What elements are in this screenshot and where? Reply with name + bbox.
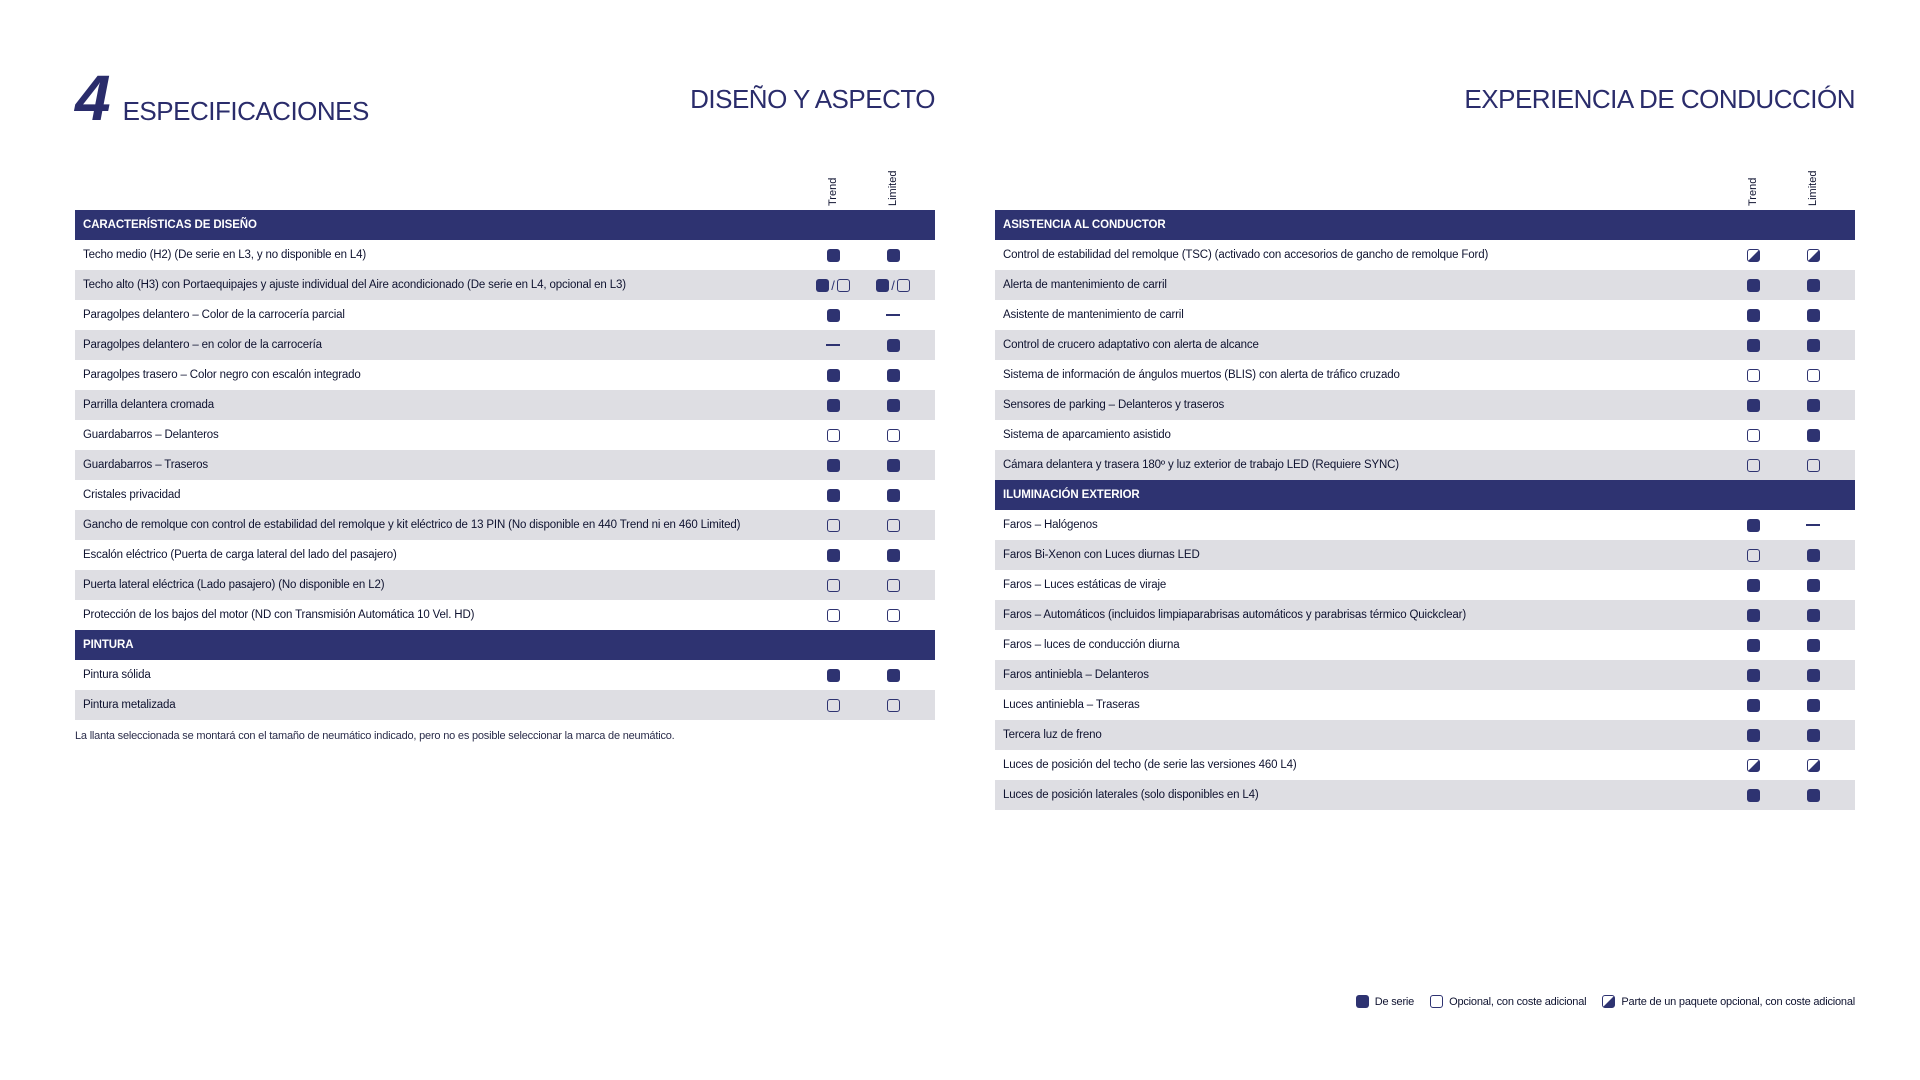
- legend-optional: Opcional, con coste adicional: [1430, 995, 1586, 1008]
- feature-label: Pintura sólida: [83, 669, 151, 681]
- optional-square-icon: [887, 579, 900, 592]
- standard-or-optional: /: [876, 278, 909, 293]
- table-row: [995, 390, 1855, 420]
- limited-cell: [873, 570, 913, 600]
- standard-square-icon: [1356, 995, 1369, 1008]
- section-header: ILUMINACIÓN EXTERIOR: [995, 480, 1855, 510]
- feature-label: Faros – Halógenos: [1003, 519, 1098, 531]
- chapter-number: 4: [75, 62, 109, 134]
- standard-square-icon: [887, 669, 900, 682]
- limited-cell: [1793, 360, 1833, 390]
- package-square-icon: [1602, 995, 1615, 1008]
- standard-square-icon: [827, 309, 840, 322]
- package-square-icon: [1807, 249, 1820, 262]
- limited-cell: [873, 600, 913, 630]
- limited-cell: [1793, 570, 1833, 600]
- not-available-dash-icon: [886, 314, 900, 316]
- limited-cell: [1793, 690, 1833, 720]
- trend-cell: [1733, 510, 1773, 540]
- table-row: [75, 600, 935, 630]
- limited-cell: [1793, 240, 1833, 270]
- trend-cell: [813, 330, 853, 360]
- limited-cell: [873, 510, 913, 540]
- table-row: [995, 630, 1855, 660]
- table-row: [995, 570, 1855, 600]
- standard-square-icon: [1747, 639, 1760, 652]
- limited-cell: [873, 390, 913, 420]
- table-row: [995, 300, 1855, 330]
- standard-square-icon: [887, 369, 900, 382]
- legend-standard: De serie: [1356, 995, 1414, 1008]
- trend-cell: [813, 360, 853, 390]
- limited-cell: [873, 690, 913, 720]
- design-spec-table: [75, 160, 935, 742]
- standard-square-icon: [876, 279, 889, 292]
- optional-square-icon: [827, 429, 840, 442]
- standard-square-icon: [887, 459, 900, 472]
- design-spec-body: [75, 210, 935, 720]
- trend-cell: [1733, 750, 1773, 780]
- right-page-title: EXPERIENCIA DE CONDUCCIÓN: [1464, 84, 1855, 114]
- feature-label: Pintura metalizada: [83, 699, 176, 711]
- limited-cell: [1793, 660, 1833, 690]
- table-row: [75, 540, 935, 570]
- feature-label: Tercera luz de freno: [1003, 729, 1102, 741]
- optional-square-icon: [1747, 549, 1760, 562]
- standard-square-icon: [887, 549, 900, 562]
- limited-cell: [1793, 420, 1833, 450]
- column-header-trend: Trend: [1747, 177, 1759, 206]
- standard-square-icon: [1747, 669, 1760, 682]
- feature-label: Faros – luces de conducción diurna: [1003, 639, 1180, 651]
- column-headers: [995, 160, 1855, 210]
- feature-label: Paragolpes delantero – Color de la carrocería parcial: [83, 309, 345, 321]
- section-header: ASISTENCIA AL CONDUCTOR: [995, 210, 1855, 240]
- limited-cell: [873, 360, 913, 390]
- standard-square-icon: [1747, 699, 1760, 712]
- trend-cell: [1733, 360, 1773, 390]
- trend-cell: [813, 480, 853, 510]
- limited-cell: [1793, 750, 1833, 780]
- column-header-limited: Limited: [1807, 170, 1819, 206]
- standard-square-icon: [1807, 699, 1820, 712]
- standard-square-icon: [1747, 609, 1760, 622]
- feature-label: Faros – Automáticos (incluidos limpiaparabrisas automáticos y parabrisas térmico Quickclear): [1003, 609, 1466, 621]
- table-row: [995, 330, 1855, 360]
- limited-cell: [1793, 510, 1833, 540]
- trend-cell: [813, 270, 853, 300]
- standard-square-icon: [887, 339, 900, 352]
- table-row: [75, 450, 935, 480]
- feature-label: Luces de posición laterales (solo disponibles en L4): [1003, 789, 1259, 801]
- standard-square-icon: [1807, 399, 1820, 412]
- trend-cell: [813, 510, 853, 540]
- limited-cell: [1793, 270, 1833, 300]
- section-header: CARACTERÍSTICAS DE DISEÑO: [75, 210, 935, 240]
- feature-label: Techo alto (H3) con Portaequipajes y ajuste individual del Aire acondicionado (De serie en L4, opcional en L3): [83, 279, 626, 291]
- column-header-limited: Limited: [887, 170, 899, 206]
- trend-cell: [1733, 660, 1773, 690]
- table-row: [75, 240, 935, 270]
- standard-square-icon: [1747, 519, 1760, 532]
- standard-square-icon: [1807, 609, 1820, 622]
- trend-cell: [1733, 690, 1773, 720]
- standard-square-icon: [1807, 669, 1820, 682]
- feature-label: Control de crucero adaptativo con alerta de alcance: [1003, 339, 1259, 351]
- trend-cell: [1733, 570, 1773, 600]
- feature-label: Escalón eléctrico (Puerta de carga lateral del lado del pasajero): [83, 549, 397, 561]
- limited-cell: [1793, 630, 1833, 660]
- limited-cell: [1793, 540, 1833, 570]
- feature-label: Paragolpes trasero – Color negro con escalón integrado: [83, 369, 361, 381]
- standard-square-icon: [827, 489, 840, 502]
- feature-label: Sistema de aparcamiento asistido: [1003, 429, 1171, 441]
- standard-square-icon: [1747, 279, 1760, 292]
- standard-square-icon: [1807, 639, 1820, 652]
- feature-label: Luces antiniebla – Traseras: [1003, 699, 1140, 711]
- feature-label: Gancho de remolque con control de estabilidad del remolque y kit eléctrico de 13 PIN (No disponible en 440 Trend ni en 460 Limited): [83, 519, 741, 531]
- table-row: [995, 360, 1855, 390]
- chapter-header: [75, 62, 369, 134]
- table-row: [995, 600, 1855, 630]
- optional-square-icon: [827, 579, 840, 592]
- trend-cell: [813, 660, 853, 690]
- trend-cell: [813, 600, 853, 630]
- package-square-icon: [1747, 759, 1760, 772]
- standard-square-icon: [816, 279, 829, 292]
- standard-square-icon: [827, 399, 840, 412]
- table-row: [995, 540, 1855, 570]
- section-header: PINTURA: [75, 630, 935, 660]
- optional-square-icon: [1430, 995, 1443, 1008]
- trend-cell: [1733, 420, 1773, 450]
- table-row: [75, 690, 935, 720]
- feature-label: Faros antiniebla – Delanteros: [1003, 669, 1149, 681]
- standard-square-icon: [1807, 579, 1820, 592]
- table-row: [995, 240, 1855, 270]
- table-row: [75, 300, 935, 330]
- trend-cell: [813, 690, 853, 720]
- optional-square-icon: [837, 279, 850, 292]
- driving-spec-table: [995, 160, 1855, 810]
- optional-square-icon: [887, 519, 900, 532]
- limited-cell: [1793, 450, 1833, 480]
- package-square-icon: [1747, 249, 1760, 262]
- standard-square-icon: [827, 249, 840, 262]
- standard-square-icon: [1747, 729, 1760, 742]
- standard-square-icon: [827, 459, 840, 472]
- trend-cell: [1733, 780, 1773, 810]
- not-available-dash-icon: [826, 344, 840, 346]
- legend-package: Parte de un paquete opcional, con coste adicional: [1602, 995, 1855, 1008]
- limited-cell: [1793, 330, 1833, 360]
- standard-square-icon: [1747, 399, 1760, 412]
- table-row: [995, 720, 1855, 750]
- limited-cell: [873, 480, 913, 510]
- footnote: La llanta seleccionada se montará con el tamaño de neumático indicado, pero no es posible seleccionar la marca de neumático.: [75, 730, 675, 742]
- standard-square-icon: [827, 549, 840, 562]
- trend-cell: [1733, 630, 1773, 660]
- feature-label: Cámara delantera y trasera 180º y luz exterior de trabajo LED (Requiere SYNC): [1003, 459, 1399, 471]
- feature-label: Sensores de parking – Delanteros y traseros: [1003, 399, 1225, 411]
- optional-square-icon: [1747, 459, 1760, 472]
- column-header-trend: Trend: [827, 177, 839, 206]
- feature-label: Guardabarros – Traseros: [83, 459, 209, 471]
- feature-label: Paragolpes delantero – en color de la carrocería: [83, 339, 322, 351]
- limited-cell: [873, 330, 913, 360]
- feature-label: Protección de los bajos del motor (ND con Transmisión Automática 10 Vel. HD): [83, 609, 475, 621]
- standard-square-icon: [1747, 579, 1760, 592]
- limited-cell: [1793, 300, 1833, 330]
- standard-square-icon: [1747, 339, 1760, 352]
- limited-cell: [1793, 600, 1833, 630]
- table-row: [995, 780, 1855, 810]
- standard-square-icon: [1807, 339, 1820, 352]
- standard-square-icon: [887, 399, 900, 412]
- standard-square-icon: [1747, 789, 1760, 802]
- limited-cell: [1793, 390, 1833, 420]
- limited-cell: [873, 420, 913, 450]
- optional-square-icon: [827, 699, 840, 712]
- standard-square-icon: [1807, 429, 1820, 442]
- limited-cell: [873, 660, 913, 690]
- trend-cell: [1733, 270, 1773, 300]
- feature-label: Alerta de mantenimiento de carril: [1003, 279, 1167, 291]
- feature-label: Luces de posición del techo (de serie las versiones 460 L4): [1003, 759, 1297, 771]
- optional-square-icon: [1807, 459, 1820, 472]
- standard-square-icon: [1807, 729, 1820, 742]
- trend-cell: [1733, 720, 1773, 750]
- trend-cell: [1733, 300, 1773, 330]
- left-page-title: DISEÑO Y ASPECTO: [690, 84, 935, 114]
- feature-label: Faros Bi-Xenon con Luces diurnas LED: [1003, 549, 1200, 561]
- standard-square-icon: [1807, 279, 1820, 292]
- optional-square-icon: [1807, 369, 1820, 382]
- feature-label: Control de estabilidad del remolque (TSC) (activado con accesorios de gancho de remolque Ford): [1003, 249, 1489, 261]
- standard-square-icon: [827, 369, 840, 382]
- optional-square-icon: [1747, 429, 1760, 442]
- limited-cell: [873, 540, 913, 570]
- standard-square-icon: [1807, 549, 1820, 562]
- optional-square-icon: [887, 609, 900, 622]
- not-available-dash-icon: [1806, 524, 1820, 526]
- table-row: [75, 390, 935, 420]
- trend-cell: [1733, 330, 1773, 360]
- feature-label: Asistente de mantenimiento de carril: [1003, 309, 1184, 321]
- trend-cell: [1733, 450, 1773, 480]
- optional-square-icon: [887, 429, 900, 442]
- standard-square-icon: [1807, 789, 1820, 802]
- trend-cell: [1733, 540, 1773, 570]
- trend-cell: [813, 300, 853, 330]
- package-square-icon: [1807, 759, 1820, 772]
- feature-label: Cristales privacidad: [83, 489, 181, 501]
- trend-cell: [813, 570, 853, 600]
- optional-square-icon: [887, 699, 900, 712]
- table-row: [75, 510, 935, 540]
- table-row: [995, 660, 1855, 690]
- chapter-title: ESPECIFICACIONES: [122, 96, 369, 126]
- table-row: [995, 510, 1855, 540]
- table-row: [995, 450, 1855, 480]
- trend-cell: [813, 540, 853, 570]
- table-row: [995, 690, 1855, 720]
- trend-cell: [813, 420, 853, 450]
- table-row: [75, 660, 935, 690]
- feature-label: Sistema de información de ángulos muertos (BLIS) con alerta de tráfico cruzado: [1003, 369, 1400, 381]
- feature-label: Guardabarros – Delanteros: [83, 429, 219, 441]
- optional-square-icon: [1747, 369, 1760, 382]
- trend-cell: [1733, 240, 1773, 270]
- optional-square-icon: [897, 279, 910, 292]
- standard-or-optional: /: [816, 278, 849, 293]
- table-row: [75, 570, 935, 600]
- driving-spec-body: [995, 210, 1855, 810]
- optional-square-icon: [827, 519, 840, 532]
- column-headers: [75, 160, 935, 210]
- standard-square-icon: [887, 249, 900, 262]
- table-row: [995, 420, 1855, 450]
- legend: [1340, 995, 1855, 1008]
- feature-label: Faros – Luces estáticas de viraje: [1003, 579, 1167, 591]
- feature-label: Puerta lateral eléctrica (Lado pasajero) (No disponible en L2): [83, 579, 385, 591]
- standard-square-icon: [1807, 309, 1820, 322]
- table-row: [75, 420, 935, 450]
- table-row: [75, 480, 935, 510]
- trend-cell: [813, 390, 853, 420]
- limited-cell: [1793, 720, 1833, 750]
- trend-cell: [813, 450, 853, 480]
- limited-cell: [873, 240, 913, 270]
- optional-square-icon: [827, 609, 840, 622]
- limited-cell: [873, 270, 913, 300]
- limited-cell: [1793, 780, 1833, 810]
- table-row: [75, 330, 935, 360]
- table-row: [75, 270, 935, 300]
- trend-cell: [1733, 600, 1773, 630]
- feature-label: Parrilla delantera cromada: [83, 399, 214, 411]
- standard-square-icon: [827, 669, 840, 682]
- table-row: [75, 360, 935, 390]
- table-row: [995, 750, 1855, 780]
- limited-cell: [873, 300, 913, 330]
- standard-square-icon: [1747, 309, 1760, 322]
- trend-cell: [813, 240, 853, 270]
- trend-cell: [1733, 390, 1773, 420]
- feature-label: Techo medio (H2) (De serie en L3, y no disponible en L4): [83, 249, 367, 261]
- standard-square-icon: [887, 489, 900, 502]
- table-row: [995, 270, 1855, 300]
- limited-cell: [873, 450, 913, 480]
